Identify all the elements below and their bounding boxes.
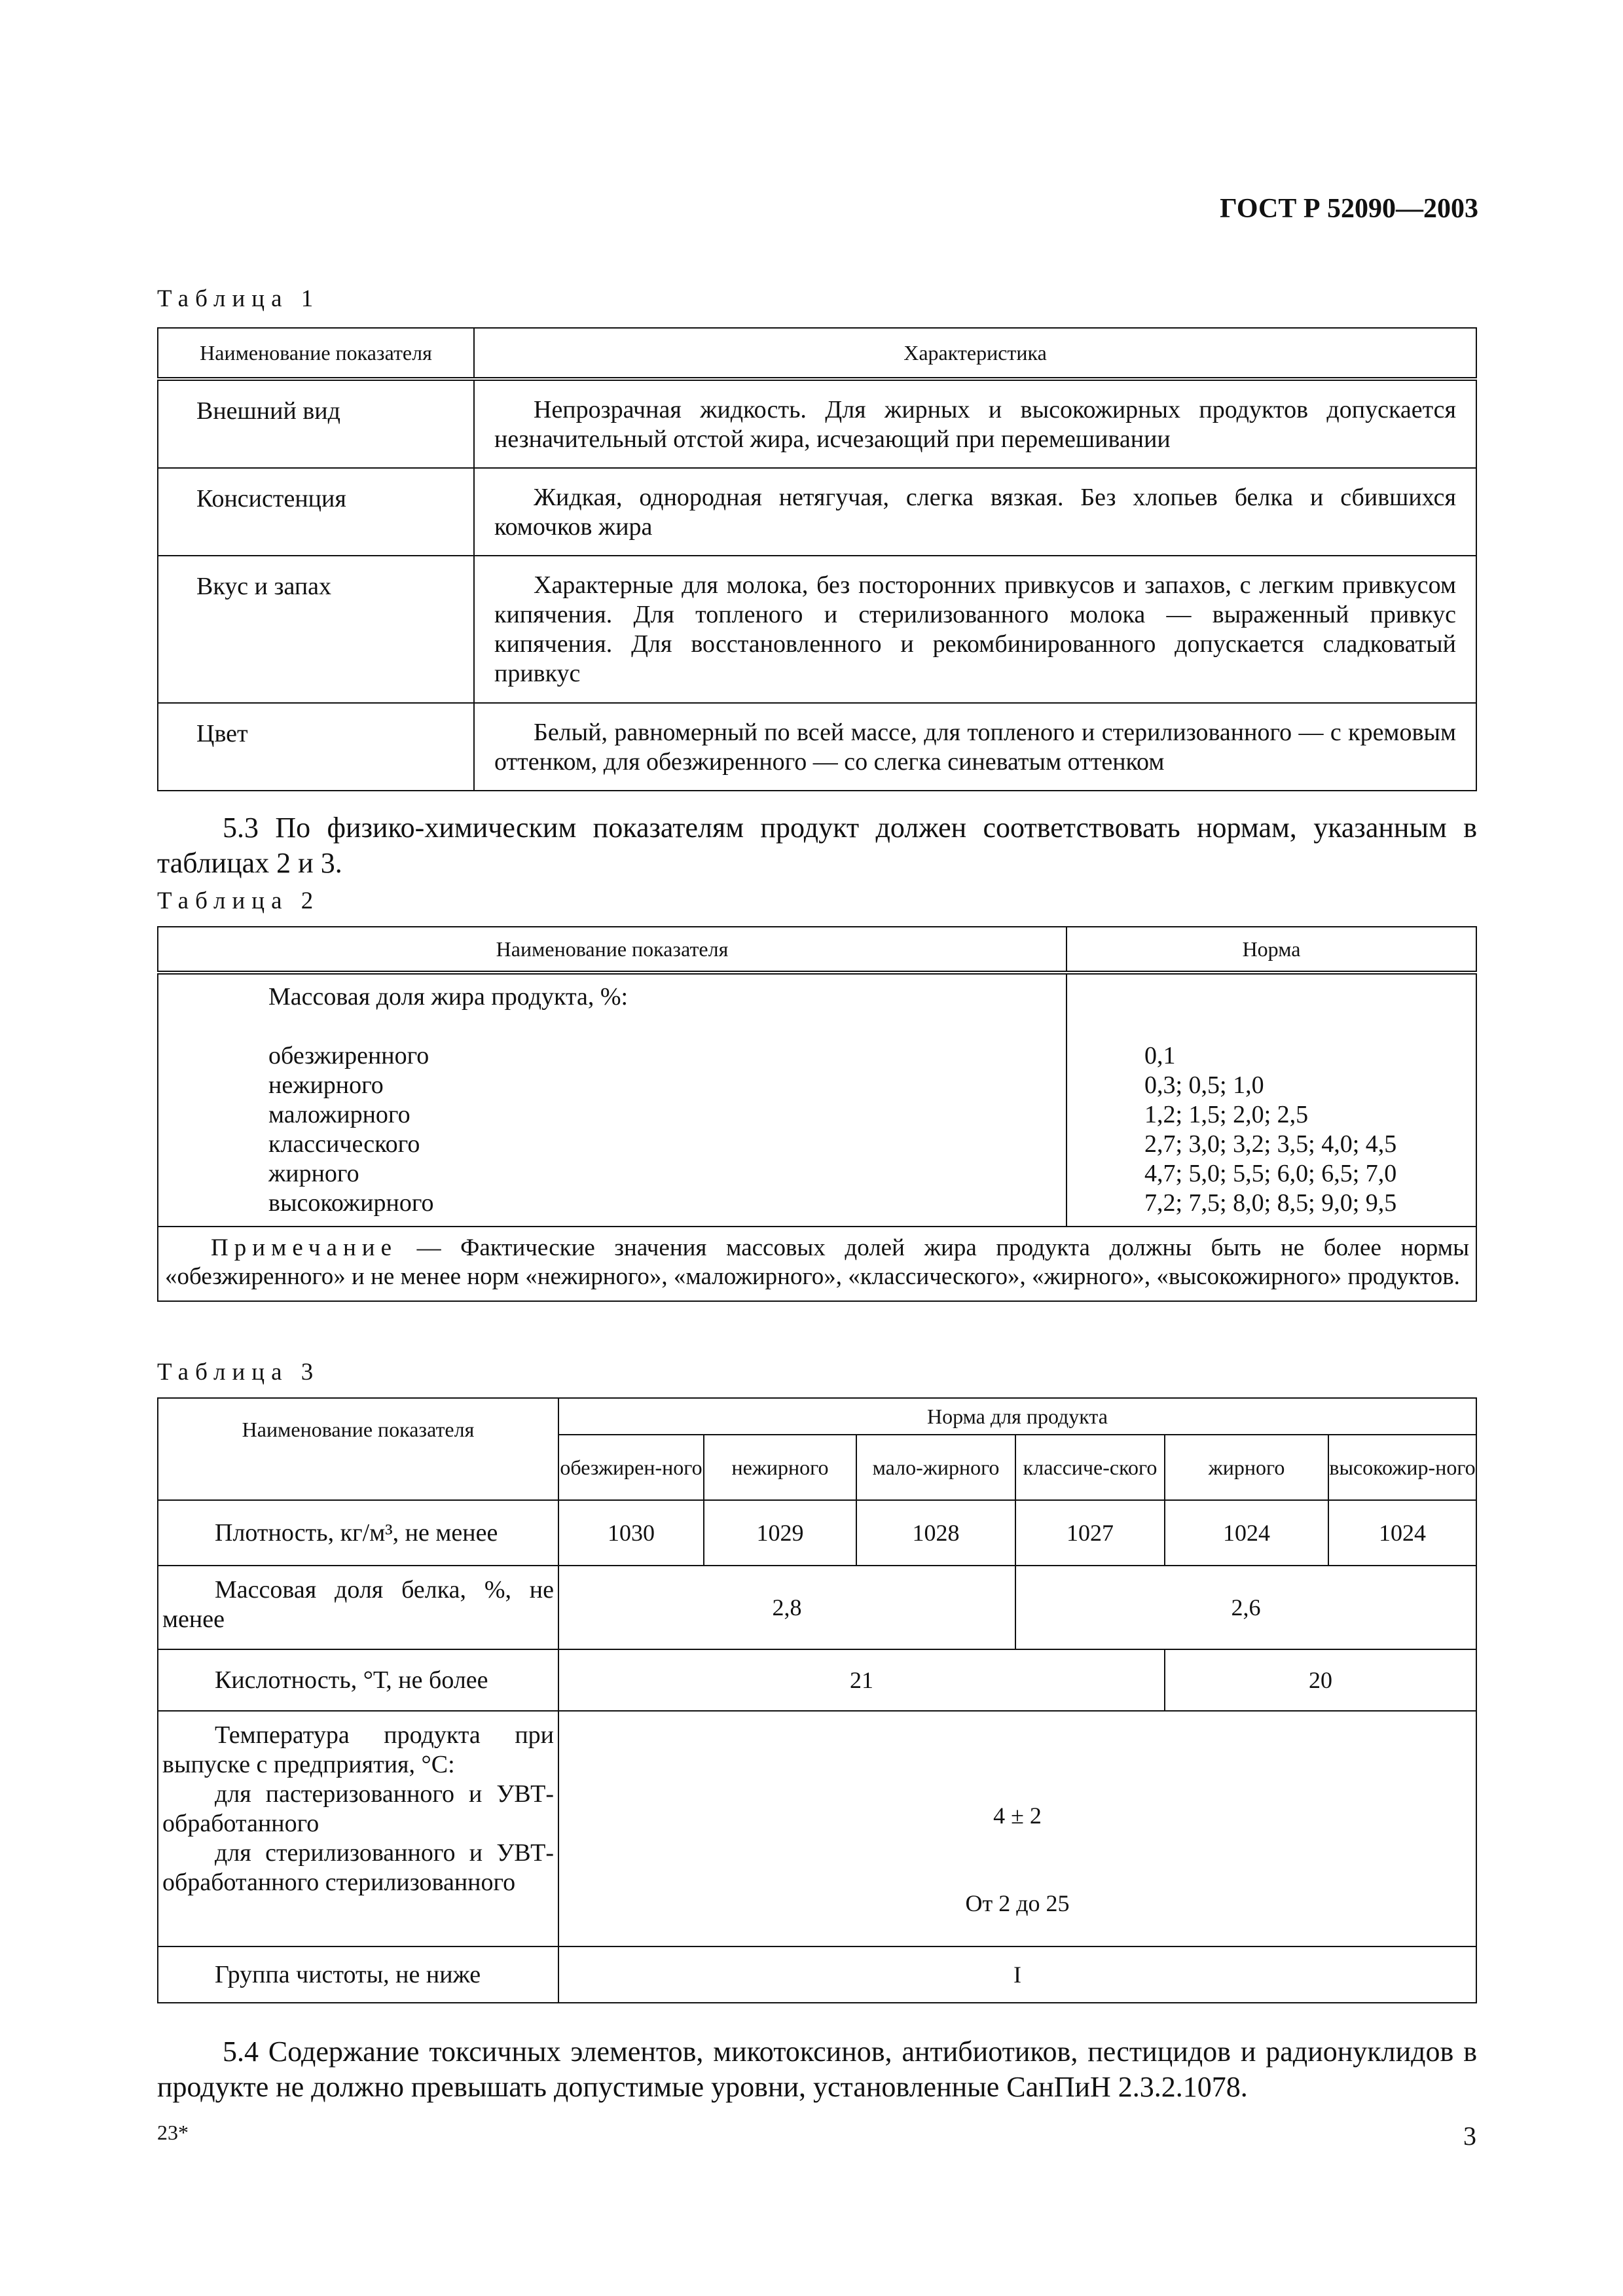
- table1-row-value: Характерные для молока, без посторонних привкусов и запахов, с легким привкусом кипячения. Для топленого и стерилизованного молока — выраженный привкус кипячения. Для восстановленного и рекомбинированного допускается сладковатый привкус: [474, 556, 1476, 703]
- table3-temperature-name: Температура продукта при выпуске с предприятия, °С: для пастеризованного и УВТ-обработанного для стерилизованного и УВТ-обработанного стерилизованного: [158, 1711, 558, 1946]
- list-item: обезжиренного: [268, 1042, 429, 1069]
- table-cell: 1027: [1015, 1500, 1165, 1566]
- paragraph-5-3: 5.3 По физико-химическим показателям продукт должен соответствовать нормам, указанным в таблицах 2 и 3.: [157, 812, 1477, 879]
- table2-group-label: Массовая доля жира продукта, %:: [268, 983, 629, 1011]
- table3-subheader: жирного: [1165, 1435, 1328, 1500]
- table3-subheader: нежирного: [704, 1435, 856, 1500]
- table-cell: 1029: [704, 1500, 856, 1566]
- table-row: [158, 703, 1476, 791]
- table1-row-name: Цвет: [158, 703, 474, 791]
- table3-temperature-value-a: 4 ± 2: [993, 1803, 1042, 1829]
- list-item: нежирного: [268, 1071, 384, 1099]
- table2-note-text: — Фактические значения массовых долей жира продукта должны быть не более нормы «обезжиренного» и не менее норм «нежирного», «маложирного», «классического», «жирного», «высокожирного» продуктов.: [165, 1234, 1469, 1290]
- table-row: [158, 379, 1476, 468]
- table3-subheader: обезжирен-ного: [558, 1435, 704, 1500]
- table-cell: 1024: [1165, 1500, 1328, 1566]
- table2-fat-items: [158, 973, 1067, 1227]
- table-cell: 20: [1165, 1649, 1476, 1711]
- table3-subheader: высокожир-ного: [1328, 1435, 1476, 1500]
- table-row: [158, 1227, 1476, 1301]
- table1-row-name: Вкус и запах: [158, 556, 474, 703]
- table3-temperature-values: [558, 1711, 1476, 1946]
- page-number: 3: [1463, 2121, 1476, 2151]
- table-row: [158, 1566, 1476, 1649]
- table1-header-characteristic: Характеристика: [474, 328, 1476, 379]
- table1-row-value: Белый, равномерный по всей массе, для топленого и стерилизованного — с кремовым оттенком, для обезжиренного — со слегка синеватым оттенком: [474, 703, 1476, 791]
- table-2: [157, 926, 1477, 1302]
- table-row: [158, 1946, 1476, 2003]
- list-item: 2,7; 3,0; 3,2; 3,5; 4,0; 4,5: [1144, 1130, 1397, 1158]
- table-cell: 1024: [1328, 1500, 1476, 1566]
- table-cell: 2,8: [558, 1566, 1015, 1649]
- table3-purity-name: Группа чистоты, не ниже: [158, 1946, 558, 2003]
- table3-caption: Таблица 3: [157, 1359, 320, 1386]
- table-1: [157, 327, 1477, 791]
- table-row: [158, 1500, 1476, 1566]
- table-row: [158, 468, 1476, 556]
- footer-mark: 23*: [157, 2121, 189, 2144]
- table-cell: 21: [558, 1649, 1165, 1711]
- document-id: ГОСТ Р 52090—2003: [1220, 194, 1478, 224]
- table-row: [158, 1649, 1476, 1711]
- table-cell: 1028: [856, 1500, 1015, 1566]
- paragraph-5-4: 5.4 Содержание токсичных элементов, микотоксинов, антибиотиков, пестицидов и радионуклидов в продукте не должно превышать допустимые уровни, установленные СанПиН 2.3.2.1078.: [157, 2036, 1477, 2103]
- table3-density-name: Плотность, кг/м³, не менее: [158, 1500, 558, 1566]
- table1-header-name: Наименование показателя: [158, 328, 474, 379]
- table1-row-value: Жидкая, однородная нетягучая, слегка вязкая. Без хлопьев белка и сбившихся комочков жира: [474, 468, 1476, 556]
- list-item: классического: [268, 1130, 420, 1158]
- table-row: [158, 1711, 1476, 1946]
- list-item: жирного: [268, 1160, 359, 1187]
- table-row: [158, 973, 1476, 1227]
- table-cell: I: [558, 1946, 1476, 2003]
- list-item: высокожирного: [268, 1189, 434, 1217]
- table3-subheader: классиче-ского: [1015, 1435, 1165, 1500]
- table2-caption: Таблица 2: [157, 888, 320, 914]
- table3-protein-name: Массовая доля белка, %, не менее: [158, 1566, 558, 1649]
- table1-row-value: Непрозрачная жидкость. Для жирных и высокожирных продуктов допускается незначительный отстой жира, исчезающий при перемешивании: [474, 379, 1476, 468]
- table3-header-norm: Норма для продукта: [558, 1398, 1476, 1435]
- table-cell: 1030: [558, 1500, 704, 1566]
- table3-acidity-name: Кислотность, °Т, не более: [158, 1649, 558, 1711]
- table2-note: [158, 1227, 1476, 1301]
- list-item: 7,2; 7,5; 8,0; 8,5; 9,0; 9,5: [1144, 1189, 1397, 1217]
- table1-caption: Таблица 1: [157, 285, 320, 312]
- table3-subheader: мало-жирного: [856, 1435, 1015, 1500]
- list-item: 1,2; 1,5; 2,0; 2,5: [1144, 1101, 1309, 1128]
- table2-note-label: Примечание: [211, 1234, 397, 1261]
- list-item: 4,7; 5,0; 5,5; 6,0; 6,5; 7,0: [1144, 1160, 1397, 1187]
- table-cell: 2,6: [1015, 1566, 1476, 1649]
- table2-header-name: Наименование показателя: [158, 927, 1067, 973]
- table3-header-name: Наименование показателя: [158, 1398, 558, 1500]
- table-3: [157, 1397, 1477, 2003]
- list-item: 0,1: [1144, 1042, 1176, 1069]
- table-row: [158, 556, 1476, 703]
- table2-fat-values: [1067, 973, 1476, 1227]
- table1-row-name: Внешний вид: [158, 379, 474, 468]
- table3-temperature-value-b: От 2 до 25: [965, 1890, 1070, 1916]
- list-item: маложирного: [268, 1101, 410, 1128]
- list-item: 0,3; 0,5; 1,0: [1144, 1071, 1264, 1099]
- table1-row-name: Консистенция: [158, 468, 474, 556]
- table2-header-norm: Норма: [1067, 927, 1476, 973]
